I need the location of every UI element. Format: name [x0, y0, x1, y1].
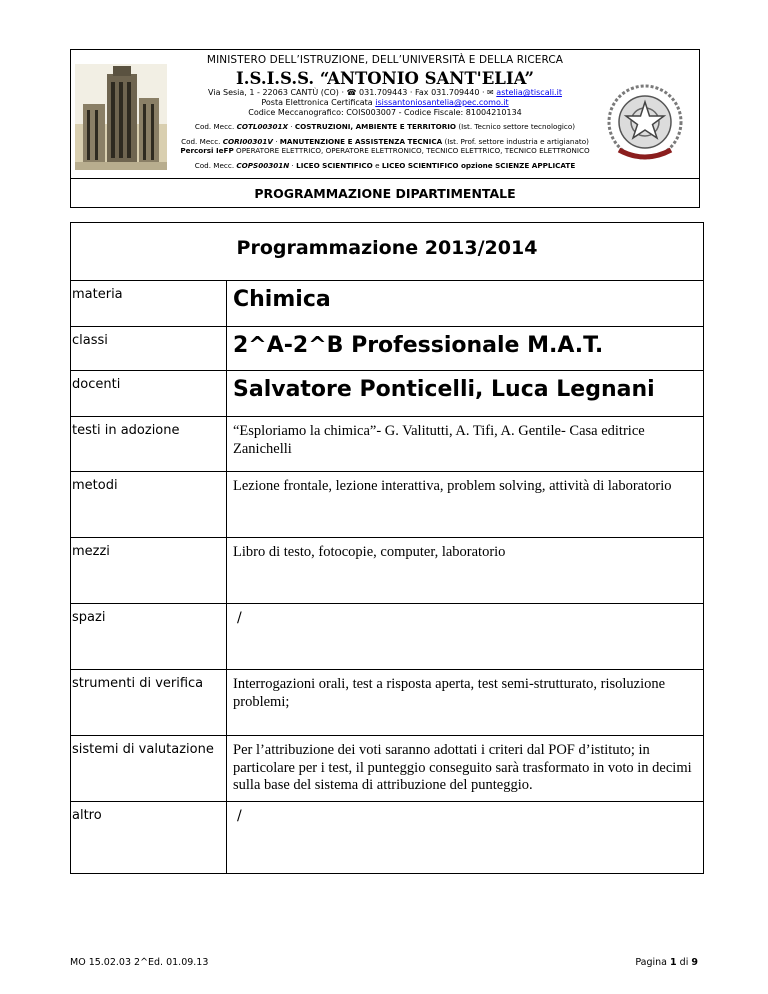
means-value: Libro di testo, fotocopie, computer, laboratorio	[233, 544, 506, 560]
table-row-altro	[71, 802, 703, 873]
other-value: /	[237, 808, 242, 824]
row-label: metodi	[71, 472, 227, 537]
liceo-line: Cod. Mecc. COPS00301N · LICEO SCIENTIFICO e LICEO SCIENTIFICO opzione SCIENZE APPLICATE	[194, 161, 576, 171]
row-label: sistemi di valutazione	[71, 736, 227, 801]
liceo-title-2: LICEO SCIENTIFICO opzione SCIENZE APPLICATE	[381, 161, 576, 171]
spaces-value: /	[237, 610, 242, 626]
table-row-mezzi	[71, 538, 703, 604]
teachers-value: Salvatore Ponticelli, Luca Legnani	[233, 377, 655, 402]
mecc-line-2: Cod. Mecc. CORI00301V · MANUTENZIONE E ASSISTENZA TECNICA (Ist. Prof. settore industria e artigianato)	[181, 136, 589, 146]
mecc-prefix: Cod. Mecc.	[194, 161, 235, 171]
mecc-code: CORI00301V	[222, 136, 273, 146]
liceo-title: LICEO SCIENTIFICO	[296, 161, 373, 171]
mecc-title: COSTRUZIONI, AMBIENTE E TERRITORIO	[294, 122, 457, 132]
document-code: MO 15.02.03 2^Ed. 01.09.13	[70, 957, 209, 968]
table-row-metodi	[71, 472, 703, 538]
school-building-logo	[75, 64, 167, 170]
mecc-prefix: Cod. Mecc.	[181, 136, 221, 146]
row-label: altro	[71, 802, 227, 873]
mecc-note: (Ist. Prof. settore industria e artigianato)	[444, 136, 589, 146]
row-label: docenti	[71, 371, 227, 416]
table-row-spazi	[71, 604, 703, 670]
pec-line	[171, 98, 599, 108]
page-total: 9	[691, 957, 698, 968]
mecc-code: COTL00301X	[236, 122, 288, 132]
page-current: 1	[670, 957, 677, 968]
assessment-tools-value: Interrogazioni orali, test a risposta aperta, test semi-strutturato, risoluzione problemi;	[233, 676, 666, 710]
table-row-strumenti	[71, 670, 703, 736]
address-line	[171, 88, 599, 98]
row-label: mezzi	[71, 538, 227, 603]
pec-label: Posta Elettronica Certificata	[261, 97, 373, 107]
mecc-prefix: Cod. Mecc.	[194, 122, 235, 132]
pec-email-link[interactable]: isissantoniosantelia@pec.como.it	[375, 97, 509, 107]
page-of: di	[679, 957, 689, 968]
row-label: spazi	[71, 604, 227, 669]
page-word: Pagina	[635, 957, 667, 968]
department-title: PROGRAMMAZIONE DIPARTIMENTALE	[70, 178, 700, 208]
page-number	[635, 957, 698, 968]
row-label: classi	[71, 327, 227, 370]
mecc-note: (Ist. Tecnico settore tecnologico)	[458, 122, 576, 132]
iefp-label: Percorsi IeFP	[180, 146, 234, 156]
table-row-docenti	[71, 371, 703, 417]
program-title: Programmazione 2013/2014	[71, 223, 703, 281]
mecc-line-1: Cod. Mecc. COTL00301X · COSTRUZIONI, AMBIENTE E TERRITORIO (Ist. Tecnico settore tecnologico)	[194, 122, 576, 132]
school-name: I.S.I.S.S. “ANTONIO SANT'ELIA”	[236, 68, 534, 88]
email-link[interactable]: astelia@tiscali.it	[496, 88, 562, 98]
iefp-line	[171, 147, 599, 156]
table-row-sistemi	[71, 736, 703, 802]
programming-table	[70, 222, 704, 874]
republic-emblem-icon	[603, 80, 687, 170]
table-row-classi	[71, 327, 703, 371]
textbooks-value: “Esploriamo la chimica”- G. Valitutti, A. Tifi, A. Gentile- Casa editrice Zanichelli	[233, 423, 645, 457]
subject-value: Chimica	[233, 287, 331, 312]
address-text: Via Sesia, 1 - 22063 CANTÙ (CO) · ☎ 031.709443 · Fax 031.709440 · ✉	[208, 88, 494, 98]
row-label: materia	[71, 281, 227, 326]
table-row-testi	[71, 417, 703, 472]
codes-line: Codice Meccanografico: COIS003007 - Codice Fiscale: 81004210134	[248, 107, 522, 117]
methods-value: Lezione frontale, lezione interattiva, problem solving, attività di laboratorio	[233, 478, 672, 494]
row-label: strumenti di verifica	[71, 670, 227, 735]
mecc-title: MANUTENZIONE E ASSISTENZA TECNICA	[279, 136, 443, 146]
mecc-code: COPS00301N	[236, 161, 290, 171]
table-row-materia	[71, 281, 703, 327]
iefp-text: OPERATORE ELETTRICO, OPERATORE ELETTRONICO, TECNICO ELETTRICO, TECNICO ELETTRONICO	[236, 146, 590, 156]
classes-value: 2^A-2^B Professionale M.A.T.	[233, 333, 604, 358]
row-label: testi in adozione	[71, 417, 227, 471]
ministry-line: MINISTERO DELL’ISTRUZIONE, DELL’UNIVERSITÀ E DELLA RICERCA	[206, 54, 564, 66]
letterhead	[70, 49, 700, 179]
liceo-conj: e	[375, 161, 380, 171]
evaluation-value: Per l’attribuzione dei voti saranno adottati i criteri dal POF d’istituto; in particolare per i test, il punteggio conseguito sarà trasformato in voto in decimi sulla base del sistema di attribuzione del punteggio.	[233, 742, 692, 794]
